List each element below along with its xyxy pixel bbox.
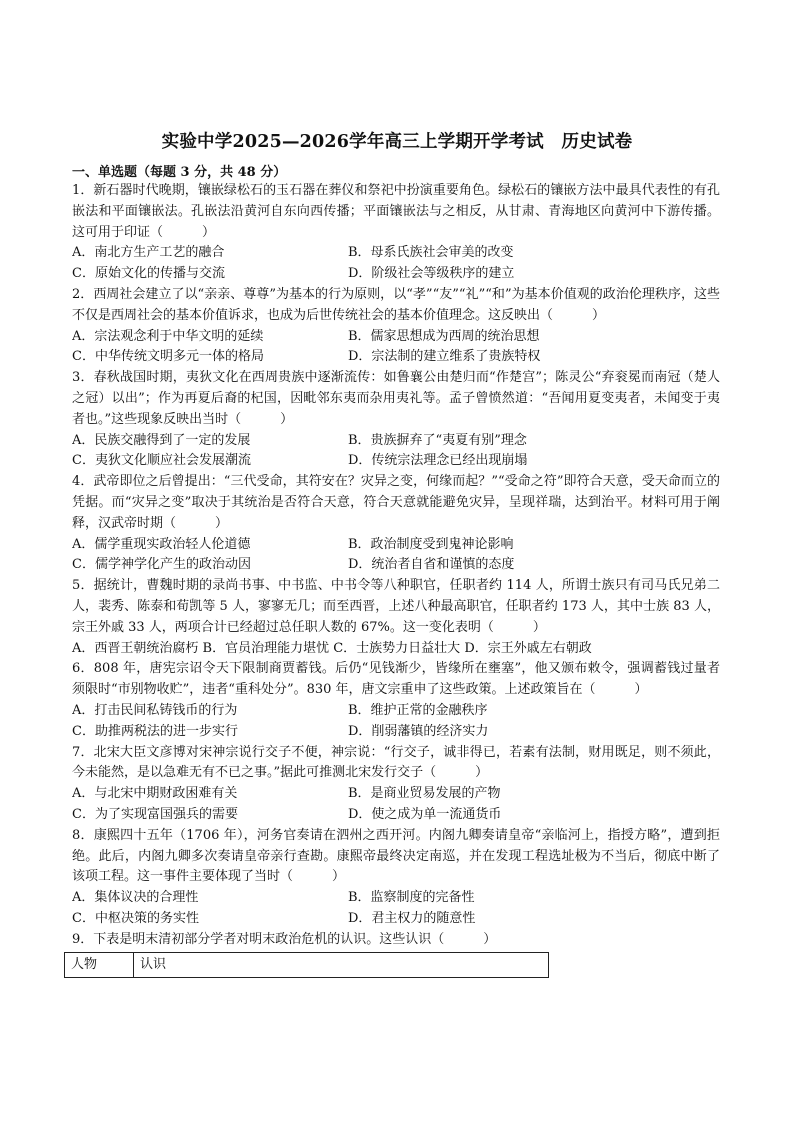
option-d: D．阶级社会等级秩序的建立 <box>348 266 515 282</box>
option-a: A．西晋王朝统治腐朽 <box>72 640 199 656</box>
option-a: A．儒学重现实政治轻人伦道德 <box>72 536 251 552</box>
options <box>72 431 720 473</box>
question-4 <box>72 472 720 576</box>
option-a: A．集体议决的合理性 <box>72 890 199 906</box>
question-6 <box>72 659 720 742</box>
option-a: A．民族交融得到了一定的发展 <box>72 432 251 448</box>
option-b: B．监察制度的完备性 <box>348 890 475 906</box>
question-stem: 2．西周社会建立了以“亲亲、尊尊”为基本的行为原则，以“孝”“友”“礼”“和”为基本价值观的政治伦理秩序，这些不仅是西周社会的基本价值诉求，也成为后世传统社会的基本价值理念。这反映出（ ） <box>72 286 720 323</box>
page-title: 实验中学2025—2026学年高三上学期开学考试 历史试卷 <box>161 132 633 152</box>
question-7 <box>72 743 720 826</box>
option-c: C．为了实现富国强兵的需要 <box>72 806 238 822</box>
option-d: D．统治者自省和谨慎的态度 <box>348 557 515 573</box>
options <box>72 327 720 369</box>
data-table <box>64 952 549 978</box>
option-d: D．宗法制的建立维系了贵族特权 <box>348 349 541 365</box>
option-a: A．宗法观念利于中华文明的延续 <box>72 328 264 344</box>
option-c: C．中枢决策的务实性 <box>72 910 199 926</box>
question-stem: 9．下表是明末清初部分学者对明末政治危机的认识。这些认识（ ） <box>72 931 497 947</box>
option-b: B．维护正常的金融秩序 <box>348 702 488 718</box>
option-b: B．是商业贸易发展的产物 <box>348 786 501 802</box>
option-c: C．夷狄文化顺应社会发展潮流 <box>72 453 251 469</box>
question-stem: 3．春秋战国时期，夷狄文化在西周贵族中逐渐流传：如鲁襄公由楚归而“作楚宫”；陈灵公“弃衮冕而南冠（楚人之冠）以出”；作为再夏后裔的杞国，因毗邻东夷而杂用夷礼等。孟子曾愤然道：“吾闻用夏变夷者，未闻变于夷者也。”这些现象反映出当时（ ） <box>72 370 720 427</box>
option-d: D．削弱藩镇的经济实力 <box>348 723 489 739</box>
option-b: B．官员治理能力堪忧 <box>202 640 330 656</box>
option-b: B．政治制度受到鬼神论影响 <box>348 536 514 552</box>
table-header-row <box>65 953 549 978</box>
option-c: C．原始文化的传播与交流 <box>72 266 225 282</box>
question-stem: 8．康熙四十五年（1706 年），河务官奏请在泗州之西开河。内阁九卿奏请皇帝“亲临河上，指授方略”，遭到拒绝。此后，内阁九卿多次奏请皇帝亲行查勘。康熙帝最终决定南巡，并在发现工程选址极为不当后，彻底中断了该项工程。这一事件主要体现了当时（ ） <box>72 827 720 885</box>
question-5 <box>72 576 720 659</box>
option-c: C．儒学神学化产生的政治动因 <box>72 557 251 573</box>
question-3 <box>72 368 720 472</box>
question-stem: 1．新石器时代晚期，镶嵌绿松石的玉石器在葬仪和祭祀中扮演重要角色。绿松石的镶嵌方法中最具代表性的有孔嵌法和平面镶嵌法。孔嵌法沿黄河自东向西传播；平面镶嵌法与之相反，从甘肃、青海地区向黄河中下游传播。这可用于印证（ ） <box>72 183 720 240</box>
option-a: A．与北宋中期财政困难有关 <box>72 786 238 802</box>
questions-container <box>72 181 720 978</box>
option-b: B．儒家思想成为西周的统治思想 <box>348 328 540 344</box>
question-8 <box>72 826 720 930</box>
option-d: D．宗王外戚左右朝政 <box>464 640 592 656</box>
question-stem: 4．武帝即位之后曾提出：“三代受命，其符安在？灾异之变，何缘而起？”“受命之符”即符合天意，受天命而立的凭据。而“灾异之变”取决于其统治是否符合天意，符合天意就能避免灾异，呈现祥瑞，达到治平。材料可用于阐释，汉武帝时期（ ） <box>72 474 720 531</box>
table-header-cell: 人物 <box>65 953 134 978</box>
question-9 <box>72 930 720 979</box>
question-2 <box>72 285 720 368</box>
options <box>72 784 720 826</box>
table-header-cell: 认识 <box>134 953 549 978</box>
question-stem: 5．据统计，曹魏时期的录尚书事、中书监、中书令等八种职官，任职者约 114 人，所谓士族只有司马氏兄弟二人，裴秀、陈泰和荀凯等 5 人，寥寥无几；而至西晋，上述八种最高职官，任职者约 173 人，其中士族 83 人，宗王外戚 33 人，两项合计已经超过总任职人数的 67%。这一变化表明（ ） <box>72 578 720 635</box>
question-stem: 7．北宋大臣文彦博对宋神宗说行交子不便，神宗说：“行交子，诚非得已，若素有法制，财用既足，则不须此，今未能然，是以急难无有不已之事。”据此可推测北宋发行交子（ ） <box>72 744 720 781</box>
option-c: C．中华传统文明多元一体的格局 <box>72 349 264 365</box>
option-b: B．母系氏族社会审美的改变 <box>348 245 514 261</box>
option-a: A．南北方生产工艺的融合 <box>72 245 225 261</box>
option-b: B．贵族摒弃了“夷夏有别”理念 <box>348 432 527 448</box>
options <box>72 243 720 285</box>
option-c: C．士族势力日益壮大 <box>333 640 461 656</box>
option-a: A．打击民间私铸钱币的行为 <box>72 702 238 718</box>
option-d: D．使之成为单一流通货币 <box>348 806 502 822</box>
options <box>72 535 720 577</box>
question-stem: 6．808 年，唐宪宗诏令天下限制商贾蓄钱。后仍“见钱渐少，皆缘所在壅塞”，他又颁布敕令，强调蓄钱过量者须限时“市别物收贮”，违者“重科处分”。830 年，唐文宗重申了这些政策。上述政策旨在（ ） <box>72 661 720 698</box>
option-d: D．君主权力的随意性 <box>348 910 476 926</box>
options <box>72 639 720 660</box>
options <box>72 701 720 743</box>
section-heading: 一、单选题（每题 3 分，共 48 分） <box>72 165 287 180</box>
options <box>72 888 720 930</box>
option-c: C．助推两税法的进一步实行 <box>72 723 238 739</box>
question-1 <box>72 181 720 285</box>
option-d: D．传统宗法理念已经出现崩塌 <box>348 453 528 469</box>
